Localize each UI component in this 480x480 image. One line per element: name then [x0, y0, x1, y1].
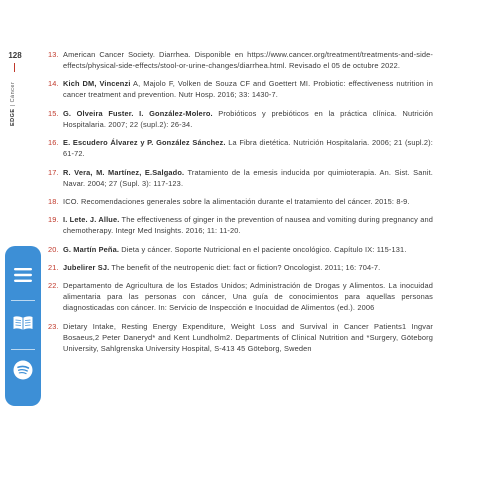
reference-text: The benefit of the neutropenic diet: fact or fiction? Oncologist. 2011; 16: 704-7.: [109, 262, 381, 272]
reference-author: G. Martín Peña.: [63, 244, 120, 254]
reference-number: 21.: [48, 262, 59, 272]
reference-number: 20.: [48, 244, 59, 254]
reference-item: [48, 280, 433, 313]
reference-list: [48, 49, 433, 361]
reference-text: Departamento de Agricultura de los Estados Unidos; Administración de Drogas y Alimentos. La inocuidad alimentaria para las personas con cáncer, Una guía de conocimientos para aquellas personas diagnosticadas con cáncer. In: Servicio de Inspección e Inocuidad de Alimentos (ed.). 2006: [63, 281, 433, 313]
reference-text: Dietary Intake, Resting Energy Expenditure, Weight Loss and Survival in Cancer Patients1 Ingvar Bosaeus,2 Peter Daneryd* and Kent Lundholm2. Departments of Clinical Nutrition and *Surgery, Göteborg University, Sahlgrenska University Hospital, S-413 45 Göteborg, Sweden: [63, 321, 433, 353]
reference-text: Dieta y cáncer. Soporte Nutricional en el paciente oncológico. Capítulo IX: 115-131.: [119, 244, 407, 254]
reference-number: 23.: [48, 321, 59, 331]
reference-author: Kich DM, Vincenzi: [63, 79, 131, 89]
reference-item: [48, 244, 433, 255]
running-head: [10, 78, 20, 126]
spotify-icon: [13, 360, 33, 380]
reference-item: [48, 262, 433, 273]
toolbar-divider: [11, 349, 35, 350]
reference-text: ICO. Recomendaciones generales sobre la alimentación durante el tratamiento del cáncer. 2015: 8-9.: [63, 196, 410, 206]
spotify-button[interactable]: [12, 359, 34, 381]
reference-author: G. Olveira Fuster. I. González-Molero.: [63, 108, 213, 118]
reference-author: R. Vera, M. Martínez, E.Salgado.: [63, 167, 185, 177]
reference-number: 18.: [48, 196, 59, 206]
reference-number: 19.: [48, 215, 59, 225]
reference-text: American Cancer Society. Diarrhea. Disponible en https://www.cancer.org/treatment/treatments-and-side-effects/physical-side-effects/stool-or-urine-changes/diarrhea.html. Revisado el 05 de octubre 2022.: [63, 50, 433, 71]
reference-text: The effectiveness of ginger in the prevention of nausea and vomiting during pregnancy and chemotherapy. Integr Med Insights. 2016; 11: 11-20.: [63, 215, 434, 236]
reference-number: 17.: [48, 167, 59, 177]
reference-number: 15.: [48, 108, 59, 118]
reference-item: [48, 214, 433, 236]
reference-item: [48, 321, 433, 354]
reference-item: [48, 137, 433, 159]
reference-number: 13.: [48, 50, 59, 59]
page-number: 128: [8, 51, 22, 60]
menu-button[interactable]: [12, 264, 34, 286]
reference-text: La Fibra dietética. Nutrición Hospitalaria. 2006; 21 (supl.2): 61-72.: [63, 138, 433, 159]
book-icon: [12, 314, 34, 332]
menu-icon: [13, 266, 33, 284]
contents-button[interactable]: [12, 312, 34, 334]
toolbar-divider: [11, 300, 35, 301]
reference-text: Tratamiento de la emesis inducida por quimioterapia. An. Sist. Sanit. Navar. 2004; 27 (Supl. 3): 117-123.: [63, 167, 433, 188]
reference-text: Probióticos y prebióticos en la práctica clínica. Nutrición Hospitalaria. 2007; 22 (supl.2): 26-34.: [63, 108, 433, 129]
page-number-divider: [14, 63, 15, 72]
reference-number: 14.: [48, 79, 59, 89]
reference-author: I. Lete. J. Allue.: [63, 215, 120, 225]
reference-item: [48, 78, 433, 100]
running-head-text: [10, 82, 16, 126]
reference-author: Jubelirer SJ.: [63, 262, 110, 272]
reference-item: [48, 49, 433, 71]
running-head-bold: EDGE: [10, 108, 16, 126]
reference-author: E. Escudero Álvarez y P. González Sánchez.: [63, 138, 226, 148]
reference-item: [48, 196, 433, 207]
reference-text: A, Majolo F, Volken de Souza CF and Goettert MI. Probiotic: effectiveness nutrition in cancer treatment and prevention. Nutr Hosp. 2016; 33: 1430-7.: [63, 79, 433, 100]
side-toolbar: [5, 246, 41, 406]
reference-item: [48, 108, 433, 130]
reference-number: 22.: [48, 281, 59, 291]
reference-item: [48, 167, 433, 189]
running-head-rest: | Cáncer: [10, 81, 16, 109]
reference-number: 16.: [48, 138, 59, 148]
